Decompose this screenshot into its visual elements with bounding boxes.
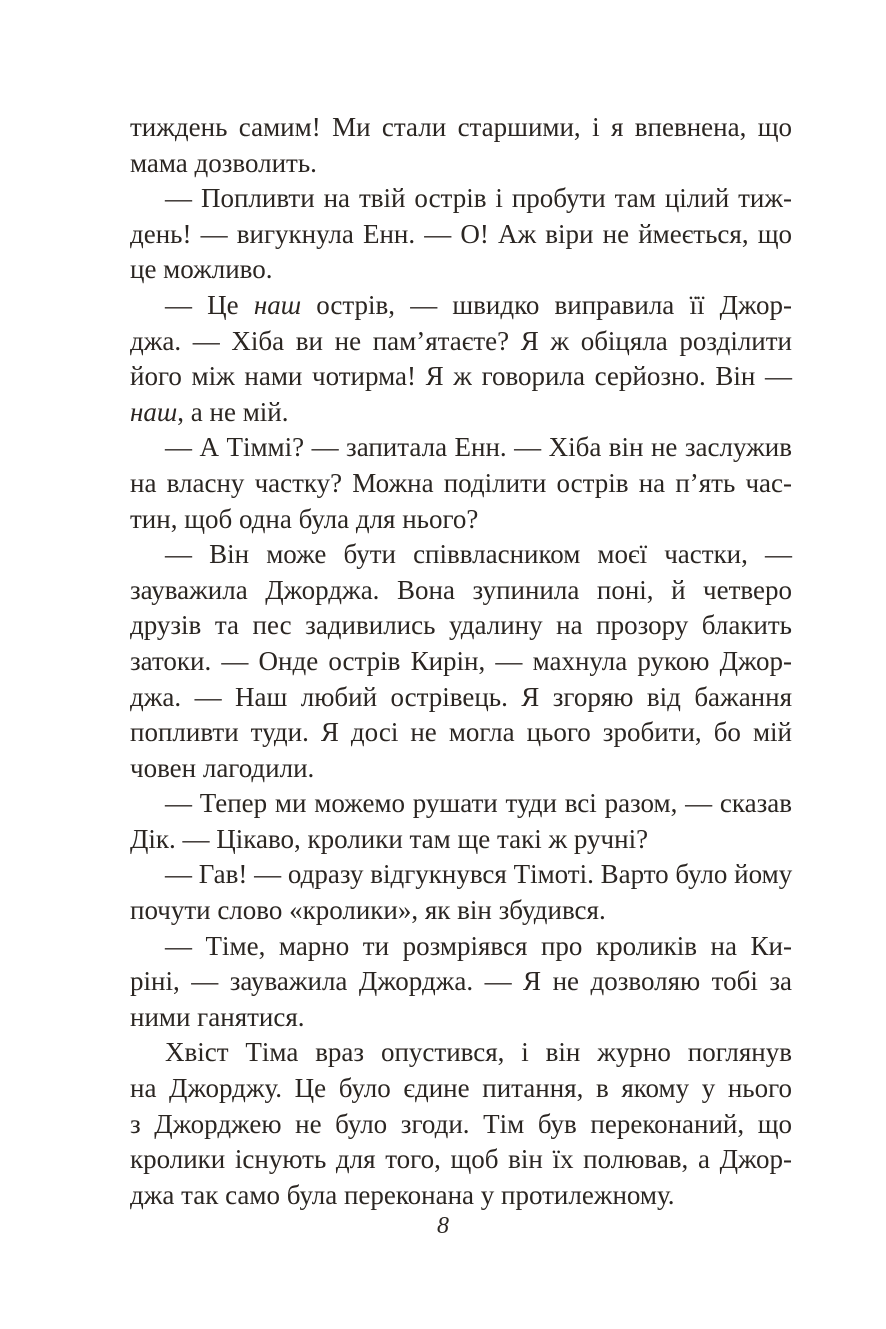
text-run: його між нами чотирма! Я ж говорила серйозно. Він — (130, 361, 792, 392)
text-run: , а не мій. (177, 396, 289, 427)
text-line (130, 430, 792, 466)
text-run: — Тіме, марно ти розмріявся про кроликів на Ки- (165, 930, 792, 961)
text-run: тиждень самим! Ми стали старшими, і я впевнена, що (130, 112, 792, 142)
text-line (130, 929, 792, 965)
text-run: ними ганятися. (130, 1001, 305, 1032)
text-run: джа так само була переконана у протилежному. (130, 1179, 675, 1210)
text-run: затоки. — Онде острів Кирін, — махнула рукою Джор- (130, 645, 792, 676)
text-line (130, 502, 792, 538)
page-number: 8 (437, 1213, 449, 1239)
text-run: друзів та пес задивились удалину на прозору блакить (130, 610, 792, 641)
text-run: день! — вигукнула Енн. — О! Аж віри не ймеється, що (130, 218, 792, 249)
text-line (130, 217, 792, 253)
text-line (130, 644, 792, 680)
text-run: — Тепер ми можемо рушати туди всі разом, — сказав (165, 788, 792, 819)
text-run: човен лагодили. (130, 752, 315, 783)
text-run: на Джорджу. Це було єдине питання, в якому у нього (130, 1073, 792, 1104)
text-run: кролики існують для того, щоб він їх полював, а Джор- (130, 1144, 792, 1175)
text-line (130, 1035, 792, 1071)
text-line (130, 822, 792, 858)
text-run: з Джорджею не було згоди. Тім був переконаний, що (130, 1108, 792, 1139)
text-line (130, 395, 792, 431)
text-run: почути слово «кролики», як він збудився. (130, 895, 606, 926)
text-line (130, 181, 792, 217)
text-line (130, 893, 792, 929)
text-run: на власну частку? Можна поділити острів на п’ять час- (130, 467, 792, 498)
text-run: ріні, — зауважила Джорджа. — Я не дозволяю тобі за (130, 966, 792, 997)
text-run: попливти туди. Я досі не могла цього зробити, бо мій (130, 717, 792, 748)
text-run: — Він може бути співвласником моєї частки, — (165, 539, 792, 570)
text-line (130, 680, 792, 716)
text-line (130, 1107, 792, 1143)
text-run: джа. — Наш любий острівець. Я згоряю від бажання (130, 681, 792, 712)
text-line (130, 786, 792, 822)
text-line (130, 715, 792, 751)
text-line (130, 857, 792, 893)
text-run: зауважила Джорджа. Вона зупинила поні, й четверо (130, 574, 792, 605)
text-run: тин, щоб одна була для нього? (130, 503, 479, 534)
text-line (130, 1142, 792, 1178)
body-text (130, 110, 792, 1213)
text-run: це можливо. (130, 254, 273, 285)
text-line (130, 1071, 792, 1107)
text-run: острів, — швидко виправила її Джор- (301, 289, 793, 320)
text-line (130, 608, 792, 644)
text-run: Хвіст Тіма враз опустився, і він журно поглянув (165, 1037, 792, 1068)
italic-emphasis: наш (130, 396, 178, 427)
text-line (130, 1000, 792, 1036)
text-run: джа. — Хіба ви не пам’ятаєте? Я ж обіцяла розділити (130, 325, 792, 356)
text-line (130, 1178, 792, 1214)
text-run: — Попливти на твій острів і пробути там цілий тиж- (165, 183, 792, 214)
text-line (130, 288, 792, 324)
text-line (130, 537, 792, 573)
text-line (130, 359, 792, 395)
text-line (130, 466, 792, 502)
text-line (130, 751, 792, 787)
italic-emphasis: наш (253, 289, 302, 320)
text-line (130, 146, 792, 182)
text-run: Дік. — Цікаво, кролики там ще такі ж ручні? (130, 823, 649, 854)
text-line (130, 324, 792, 360)
text-line (130, 252, 792, 288)
text-line (130, 110, 792, 146)
text-line (130, 573, 792, 609)
text-run: — Гав! — одразу відгукнувся Тімоті. Варто було йому (165, 859, 793, 890)
text-run: — Це (165, 289, 254, 320)
text-run: мама дозволить. (130, 147, 317, 178)
text-run: — А Тіммі? — запитала Енн. — Хіба він не заслужив (165, 432, 792, 463)
text-line (130, 964, 792, 1000)
